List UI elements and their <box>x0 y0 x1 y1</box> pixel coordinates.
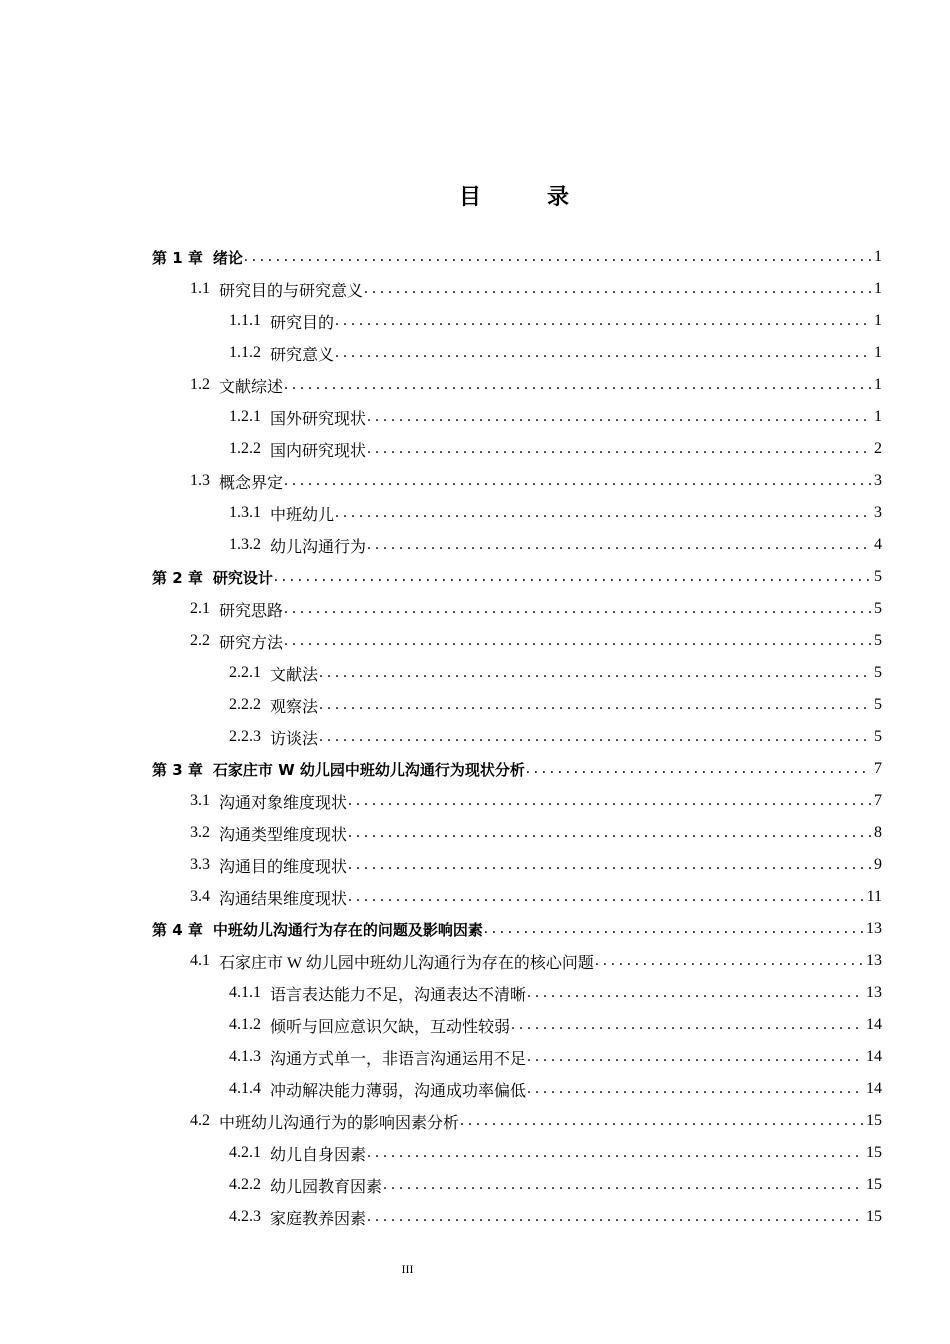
toc-entry-title: 研究意义 <box>270 346 335 364</box>
toc-entry[interactable] <box>0 1073 950 1105</box>
toc-entry-number: 4.1.4 <box>229 1080 261 1097</box>
toc-entry-title: 中班幼儿沟通行为存在的问题及影响因素 <box>212 920 483 939</box>
toc-dot-leader <box>595 952 863 970</box>
toc-entry-number: 2.2 <box>190 632 210 649</box>
toc-entry-title: 国外研究现状 <box>270 410 367 428</box>
toc-entry-number: 1.2.1 <box>229 408 261 425</box>
toc-entry-number: 4.2 <box>190 1112 210 1129</box>
toc-dot-leader <box>383 1176 863 1194</box>
toc-entry-page: 15 <box>866 1176 882 1193</box>
toc-dot-leader <box>367 1208 863 1226</box>
toc-entry-title: 文献法 <box>270 666 319 684</box>
toc-entry[interactable] <box>0 401 950 433</box>
toc-dot-leader <box>284 600 871 618</box>
toc-entry-number: 2.2.2 <box>229 696 261 713</box>
toc-entry-number: 1.3.1 <box>229 504 261 521</box>
toc-dot-leader <box>244 248 871 266</box>
toc-entry-number: 第 2 章 <box>152 568 203 587</box>
toc-entry-title: 沟通方式单一，非语言沟通运用不足 <box>270 1050 527 1068</box>
toc-entry-page: 5 <box>874 728 882 745</box>
toc-entry-title: 研究目的与研究意义 <box>219 282 364 300</box>
toc-dot-leader <box>335 344 871 362</box>
toc-entry[interactable] <box>0 1041 950 1073</box>
toc-entry[interactable] <box>0 561 950 593</box>
toc-entry[interactable] <box>0 913 950 945</box>
toc-entry-page: 4 <box>874 536 882 553</box>
toc-entry-page: 1 <box>874 312 882 329</box>
toc-entry-title: 研究思路 <box>219 602 284 620</box>
toc-entry-number: 第 3 章 <box>152 760 203 779</box>
toc-dot-leader <box>348 824 871 842</box>
toc-entry[interactable] <box>0 625 950 657</box>
toc-entry-page: 3 <box>874 504 882 521</box>
toc-entry-number: 第 4 章 <box>152 920 203 939</box>
toc-entry-page: 8 <box>874 824 882 841</box>
toc-dot-leader <box>484 920 863 938</box>
toc-entry[interactable] <box>0 433 950 465</box>
toc-entry-title: 倾听与回应意识欠缺，互动性较弱 <box>270 1018 511 1036</box>
toc-entry-title: 家庭教养因素 <box>270 1210 367 1228</box>
toc-entry-title: 幼儿沟通行为 <box>270 538 367 556</box>
toc-entry-title: 沟通结果维度现状 <box>219 890 348 908</box>
toc-entry-title: 石家庄市 W 幼儿园中班幼儿沟通行为现状分析 <box>212 760 525 779</box>
toc-dot-leader <box>284 472 871 490</box>
toc-entry[interactable] <box>0 657 950 689</box>
toc-entry[interactable] <box>0 369 950 401</box>
toc-entry-number: 1.2 <box>190 376 210 393</box>
toc-entry-page: 15 <box>866 1208 882 1225</box>
toc-dot-leader <box>527 1080 863 1098</box>
toc-entry-title: 概念界定 <box>219 474 284 492</box>
toc-entry-number: 1.1 <box>190 280 210 297</box>
toc-dot-leader <box>348 792 871 810</box>
toc-entry[interactable] <box>0 721 950 753</box>
toc-entry-title: 研究设计 <box>212 568 273 587</box>
toc-entry-page: 15 <box>866 1144 882 1161</box>
toc-entry-page: 5 <box>874 664 882 681</box>
toc-entry-title: 中班幼儿 <box>270 506 335 524</box>
toc-entry-page: 5 <box>874 600 882 617</box>
toc-entry[interactable] <box>0 529 950 561</box>
toc-dot-leader <box>284 376 871 394</box>
toc-entry[interactable] <box>0 273 950 305</box>
toc-entry-number: 1.1.2 <box>229 344 261 361</box>
toc-entry-page: 13 <box>866 920 882 937</box>
toc-entry-page: 1 <box>874 376 882 393</box>
toc-entry[interactable] <box>0 1137 950 1169</box>
toc-dot-leader <box>527 1048 863 1066</box>
toc-entry-title: 文献综述 <box>219 378 284 396</box>
toc-entry-page: 1 <box>874 344 882 361</box>
toc-dot-leader <box>284 632 871 650</box>
toc-dot-leader <box>367 440 871 458</box>
toc-entry-page: 7 <box>874 792 882 809</box>
toc-entry-title: 研究目的 <box>270 314 335 332</box>
toc-entry-title: 中班幼儿沟通行为的影响因素分析 <box>219 1114 460 1132</box>
toc-entry[interactable] <box>0 881 950 913</box>
toc-entry-number: 3.2 <box>190 824 210 841</box>
toc-entry[interactable] <box>0 497 950 529</box>
toc-entry-number: 3.1 <box>190 792 210 809</box>
toc-entry-number: 第 1 章 <box>152 248 203 267</box>
toc-entry[interactable] <box>0 689 950 721</box>
toc-entry[interactable] <box>0 945 950 977</box>
toc-entry[interactable] <box>0 1105 950 1137</box>
toc-entry[interactable] <box>0 241 950 273</box>
toc-entry-number: 1.3 <box>190 472 210 489</box>
page-title: 目 录 <box>458 185 591 210</box>
toc-entry-number: 4.1 <box>190 952 210 969</box>
toc-entry-number: 2.1 <box>190 600 210 617</box>
toc-entry-page: 13 <box>866 952 882 969</box>
toc-entry-page: 14 <box>866 1080 882 1097</box>
toc-entry-number: 2.2.3 <box>229 728 261 745</box>
toc-entry-page: 14 <box>866 1016 882 1033</box>
toc-entry-page: 1 <box>874 248 882 265</box>
toc-entry-number: 2.2.1 <box>229 664 261 681</box>
toc-dot-leader <box>460 1112 863 1130</box>
toc-entry-title: 绪论 <box>212 248 243 267</box>
toc-dot-leader <box>335 504 871 522</box>
toc-dot-leader <box>335 312 871 330</box>
toc-dot-leader <box>527 984 863 1002</box>
toc-dot-leader <box>319 728 871 746</box>
toc-dot-leader <box>319 664 871 682</box>
toc-entry-page: 14 <box>866 1048 882 1065</box>
toc-entry[interactable] <box>0 977 950 1009</box>
page-number: III <box>401 1262 414 1276</box>
toc-entry-page: 9 <box>874 856 882 873</box>
toc-dot-leader <box>367 1144 863 1162</box>
toc-entry-title: 沟通对象维度现状 <box>219 794 348 812</box>
toc-entry[interactable] <box>0 785 950 817</box>
toc-entry-page: 11 <box>866 888 882 905</box>
toc-entry-title: 幼儿自身因素 <box>270 1146 367 1164</box>
toc-dot-leader <box>367 536 871 554</box>
toc-entry[interactable] <box>0 465 950 497</box>
toc-entry-title: 访谈法 <box>270 730 319 748</box>
toc-entry-number: 1.2.2 <box>229 440 261 457</box>
toc-dot-leader <box>348 888 864 906</box>
toc-dot-leader <box>511 1016 863 1034</box>
toc-entry-page: 7 <box>874 760 882 777</box>
toc-entry-number: 4.1.2 <box>229 1016 261 1033</box>
toc-entry[interactable] <box>0 753 950 785</box>
toc-entry-number: 4.2.2 <box>229 1176 261 1193</box>
toc-dot-leader <box>367 408 871 426</box>
toc-entry-page: 5 <box>874 568 882 585</box>
toc-entry[interactable] <box>0 1009 950 1041</box>
toc-dot-leader <box>364 280 871 298</box>
toc-entry-page: 13 <box>866 984 882 1001</box>
toc-entry[interactable] <box>0 1201 950 1233</box>
toc-entry-number: 4.1.1 <box>229 984 261 1001</box>
toc-entry-page: 2 <box>874 440 882 457</box>
table-of-contents <box>0 241 950 1233</box>
toc-dot-leader <box>319 696 871 714</box>
toc-entry[interactable] <box>0 1169 950 1201</box>
toc-entry-title: 石家庄市 W 幼儿园中班幼儿沟通行为存在的核心问题 <box>219 954 594 972</box>
toc-entry-title: 沟通类型维度现状 <box>219 826 348 844</box>
toc-dot-leader <box>526 760 871 778</box>
toc-entry-title: 冲动解决能力薄弱，沟通成功率偏低 <box>270 1082 527 1100</box>
toc-entry-title: 语言表达能力不足，沟通表达不清晰 <box>270 986 527 1004</box>
toc-entry-page: 1 <box>874 280 882 297</box>
toc-entry-page: 15 <box>866 1112 882 1129</box>
toc-entry-page: 3 <box>874 472 882 489</box>
toc-entry-page: 5 <box>874 696 882 713</box>
toc-entry-page: 5 <box>874 632 882 649</box>
toc-entry-number: 1.3.2 <box>229 536 261 553</box>
toc-entry-number: 4.2.1 <box>229 1144 261 1161</box>
toc-entry[interactable] <box>0 817 950 849</box>
toc-entry-page: 1 <box>874 408 882 425</box>
toc-entry-title: 沟通目的维度现状 <box>219 858 348 876</box>
toc-entry-number: 4.2.3 <box>229 1208 261 1225</box>
toc-entry-title: 研究方法 <box>219 634 284 652</box>
toc-entry[interactable] <box>0 337 950 369</box>
toc-entry-title: 观察法 <box>270 698 319 716</box>
toc-entry[interactable] <box>0 305 950 337</box>
toc-entry-number: 3.4 <box>190 888 210 905</box>
toc-entry-number: 1.1.1 <box>229 312 261 329</box>
toc-dot-leader <box>274 568 871 586</box>
toc-entry-number: 3.3 <box>190 856 210 873</box>
toc-entry-title: 国内研究现状 <box>270 442 367 460</box>
toc-entry-title: 幼儿园教育因素 <box>270 1178 383 1196</box>
toc-entry[interactable] <box>0 593 950 625</box>
toc-entry[interactable] <box>0 849 950 881</box>
toc-dot-leader <box>348 856 871 874</box>
toc-entry-number: 4.1.3 <box>229 1048 261 1065</box>
